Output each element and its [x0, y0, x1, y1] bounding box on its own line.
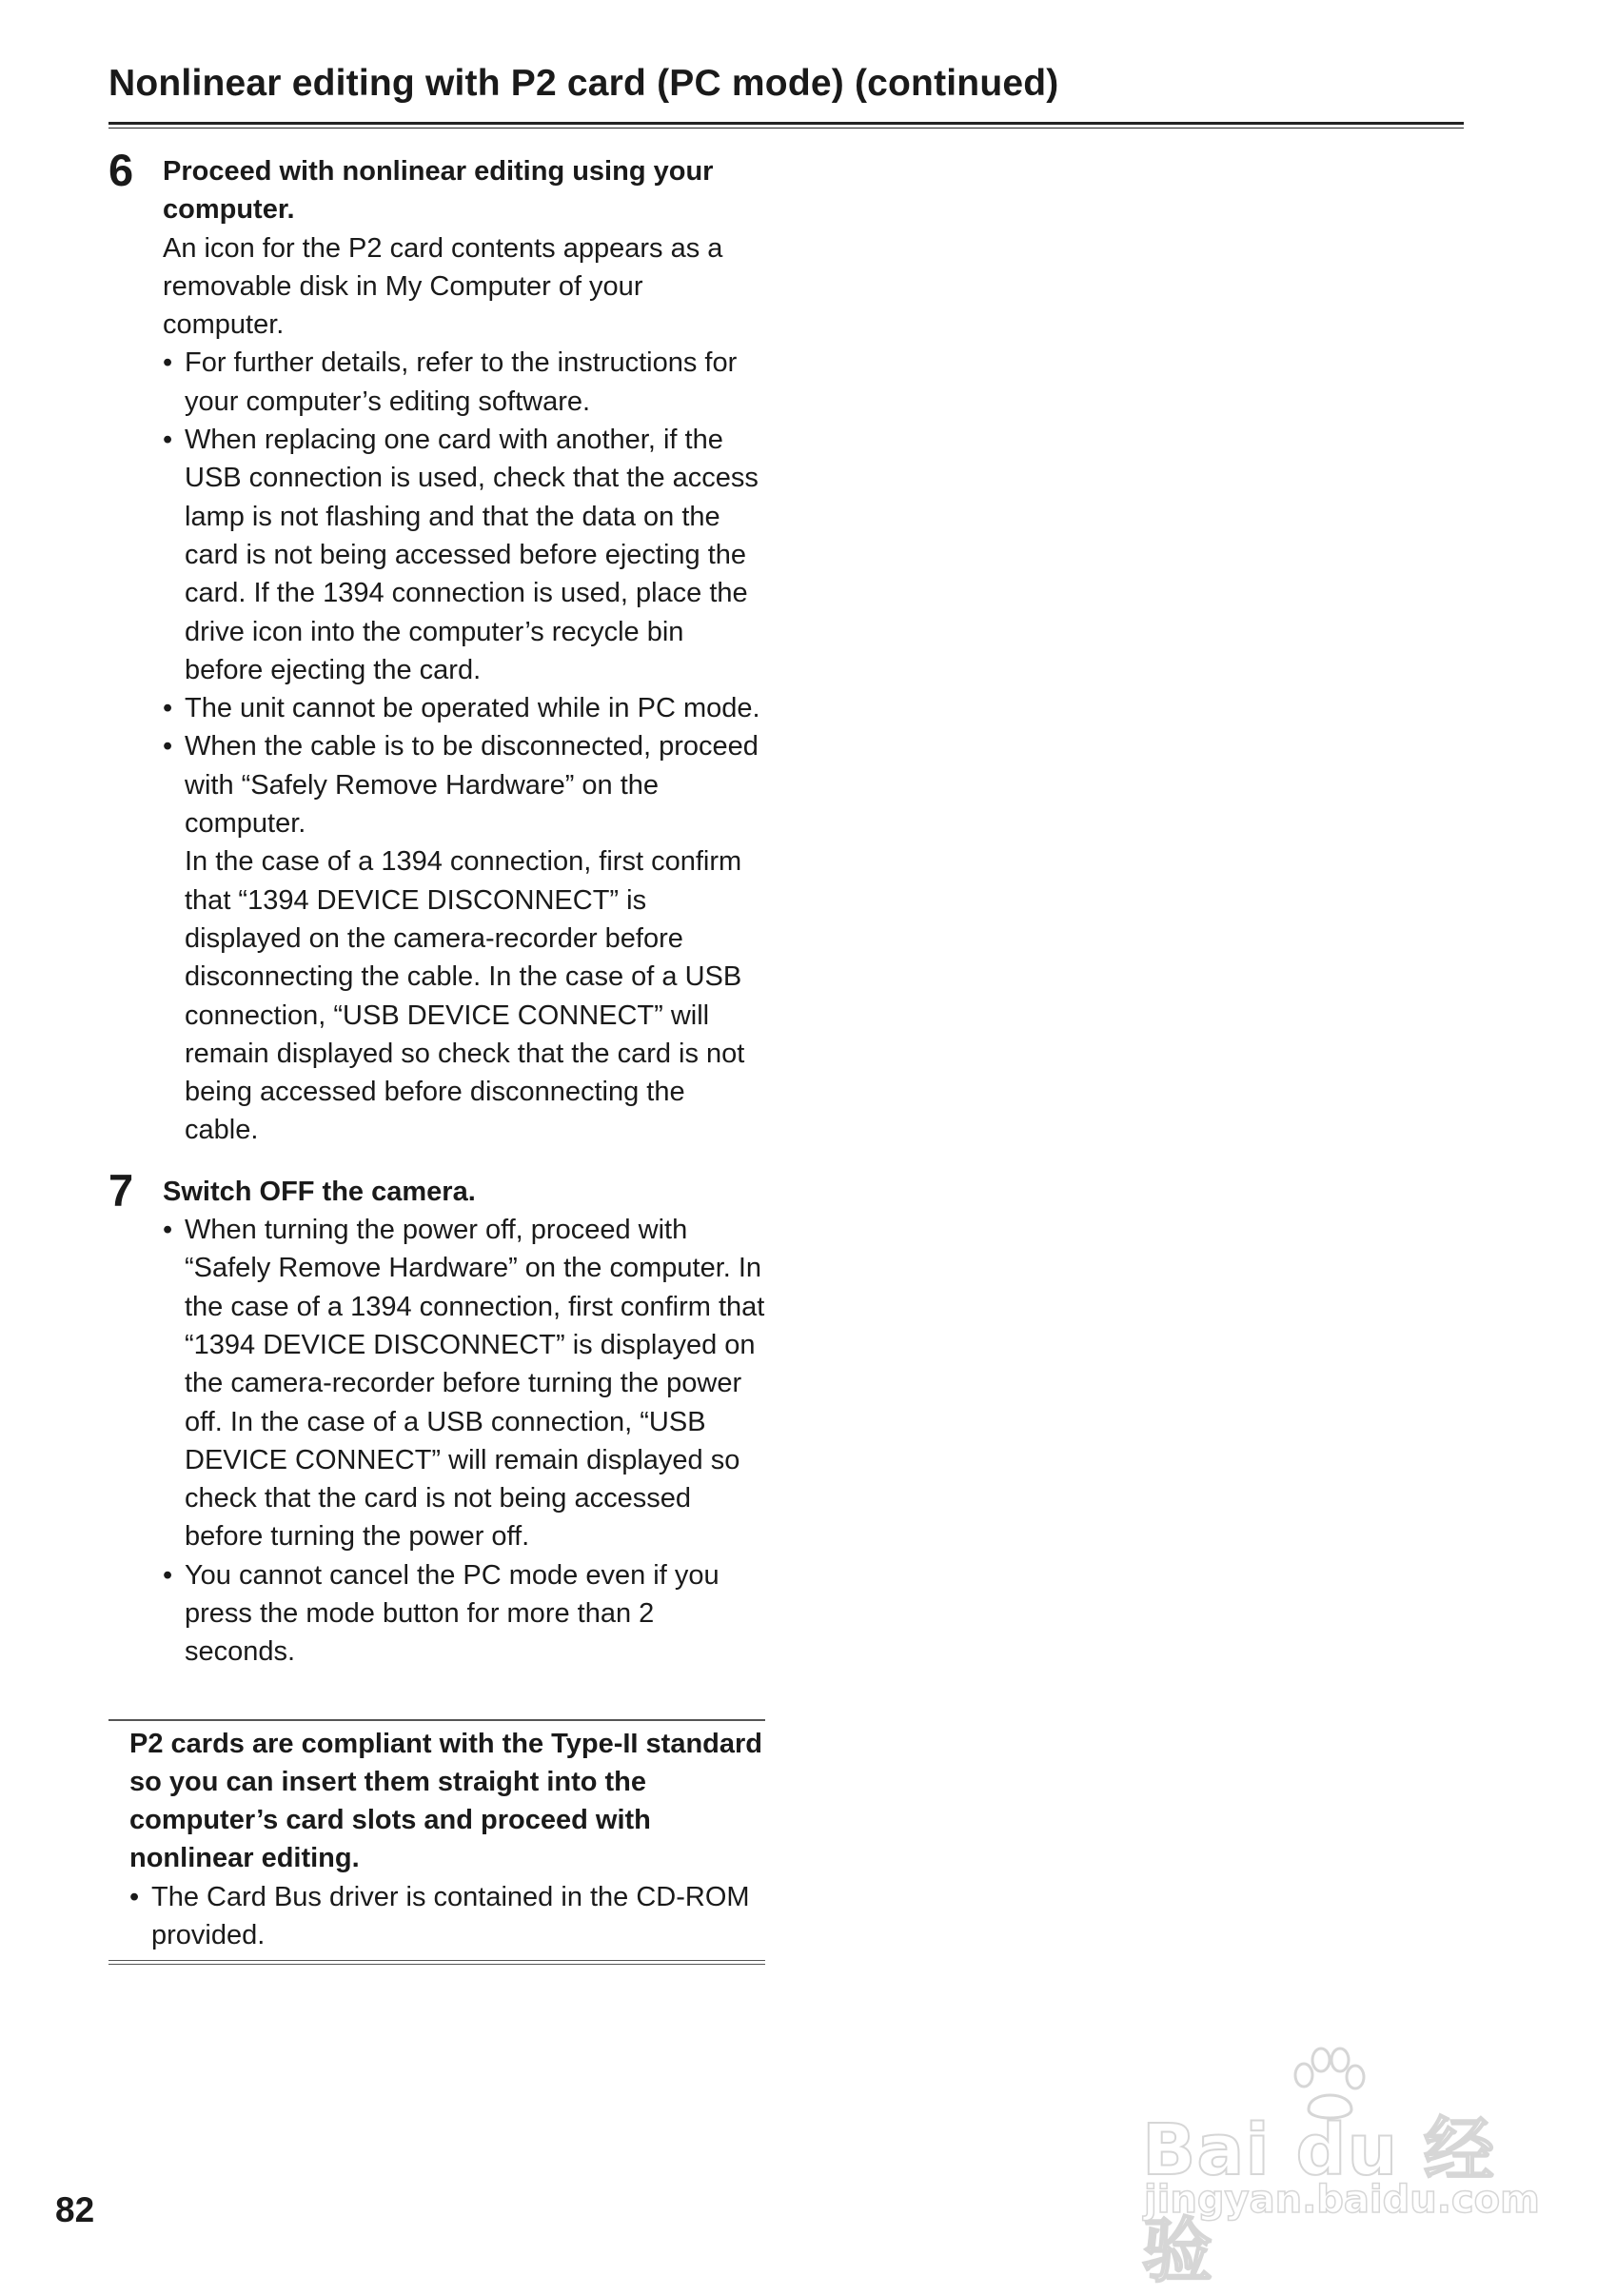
step-number: 6 — [108, 145, 134, 195]
bullet-item — [163, 727, 765, 1149]
step-body: An icon for the P2 card contents appears as a removable disk in My Computer of your computer. — [163, 232, 723, 341]
page-number: 82 — [55, 2190, 95, 2229]
bullet-text: You cannot cancel the PC mode even if you press the mode button for more than 2 seconds. — [185, 1559, 720, 1668]
bullet-text: When the cable is to be disconnected, proceed with “Safely Remove Hardware” on the computer. — [185, 731, 759, 840]
note-heading: P2 cards are compliant with the Type-II standard so you can insert them straight into the computer’s card slots and proceed with nonlinear editing. — [129, 1728, 763, 1874]
bullet-list — [163, 344, 765, 1149]
bullet-icon: • — [163, 1559, 173, 1591]
bullet-text: When turning the power off, proceed with “Safely Remove Hardware” on the computer. In the case of a 1394 connection, first confirm that “1394 DEVICE DISCONNECT” is displayed on the camera-recorder before turning the power off. In the case of a USB connection, “USB DEVICE CONNECT” will remain displayed so check that the card is not being accessed before turning the power off. — [185, 1215, 765, 1553]
watermark-brand: Bai du 经验 — [1142, 2109, 1495, 2292]
bullet-text: For further details, refer to the instructions for your computer’s editing software. — [185, 347, 738, 417]
bullet-item — [163, 344, 765, 421]
step-6 — [108, 145, 765, 1150]
bullet-item — [163, 1211, 765, 1556]
note-bullet-list — [129, 1878, 765, 1955]
bullet-text: The unit cannot be operated while in PC mode. — [185, 693, 760, 724]
bullet-text: The Card Bus driver is contained in the CD-ROM provided. — [151, 1881, 750, 1951]
bullet-icon: • — [163, 347, 173, 379]
watermark-url: jingyan.baidu.com — [1144, 2178, 1540, 2222]
bullet-icon: • — [163, 731, 173, 762]
main-column — [108, 145, 765, 1961]
note-box — [108, 1719, 765, 1962]
bullet-icon: • — [163, 425, 173, 456]
header-rule — [108, 122, 1464, 129]
bullet-item — [163, 689, 765, 727]
bullet-icon: • — [163, 693, 173, 724]
bullet-item — [163, 1556, 765, 1672]
step-heading: Proceed with nonlinear editing using your computer. — [163, 156, 714, 226]
baidu-watermark — [1142, 2047, 1540, 2292]
page-header — [108, 59, 1464, 129]
bullet-continuation: In the case of a 1394 connection, first confirm that “1394 DEVICE DISCONNECT” is displayed on the camera-recorder before disconnecting the cable. In the case of a USB connection, “USB DEVICE CONNECT” will remain displayed so check that the card is not being accessed before disconnecting the cable. — [185, 846, 745, 1146]
bullet-list — [163, 1211, 765, 1672]
step-7 — [108, 1164, 765, 1672]
bullet-icon: • — [163, 1215, 173, 1246]
bullet-text: When replacing one card with another, if the USB connection is used, check that the access lamp is not flashing and that the data on the card is not being accessed before ejecting the card. If the 1394 connection is used, place the drive icon into the computer’s recycle bin before ejecting the card. — [185, 425, 759, 685]
bullet-item — [163, 421, 765, 689]
page-title: Nonlinear editing with P2 card (PC mode) (continued) — [108, 63, 1059, 104]
step-heading: Switch OFF the camera. — [163, 1176, 476, 1207]
bullet-item — [129, 1878, 765, 1955]
step-number: 7 — [108, 1164, 134, 1216]
bullet-icon: • — [129, 1881, 140, 1912]
